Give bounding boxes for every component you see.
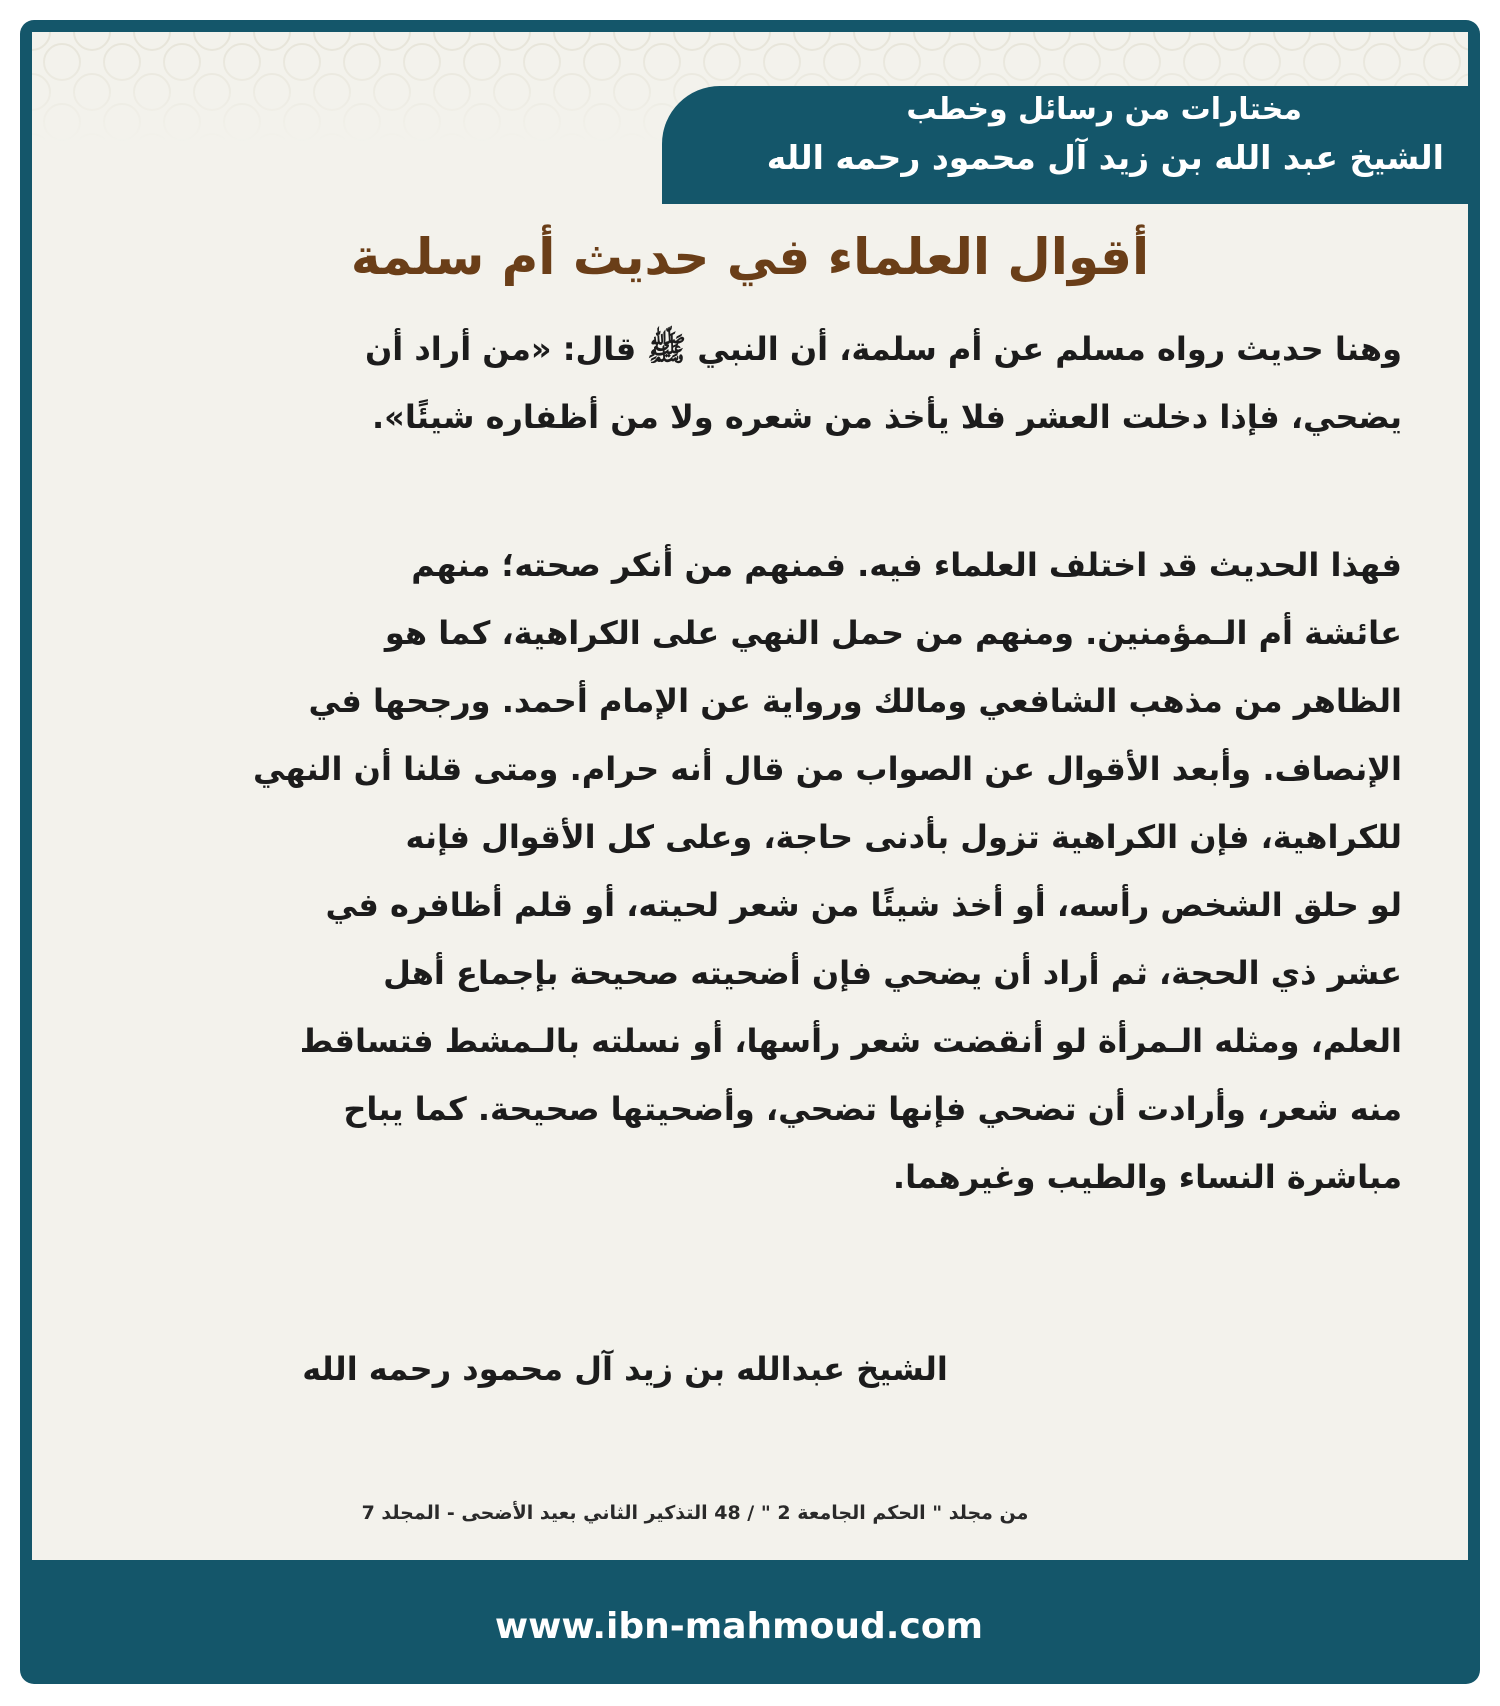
content-panel [32, 32, 1468, 1560]
signature-text: الشيخ عبدالله بن زيد آل محمود رحمه الله [302, 1350, 948, 1388]
header-series-title: مختارات من رسائل وخطب [906, 92, 1302, 127]
paragraph-line: لو حلق الشخص رأسه، أو أخذ شيئًا من شعر لحيته، أو قلم أظافره في [325, 886, 1402, 924]
paragraph-line: منه شعر، وأرادت أن تضحي فإنها تضحي، وأضحيتها صحيحة. كما يباح [343, 1090, 1402, 1128]
footer-bar [20, 1560, 1480, 1684]
paragraph-line: للكراهية، فإن الكراهية تزول بأدنى حاجة، وعلى كل الأقوال فإنه [405, 818, 1402, 856]
website-link[interactable]: www.ibn-mahmoud.com [494, 1605, 984, 1647]
paragraph-line: مباشرة النساء والطيب وغيرهما. [892, 1158, 1402, 1196]
paragraph-line: الإنصاف. وأبعد الأقوال عن الصواب من قال أنه حرام. ومتى قلنا أن النهي [252, 750, 1402, 788]
paragraph-line: الظاهر من مذهب الشافعي ومالك ورواية عن الإمام أحمد. ورجحها في [308, 682, 1402, 720]
source-text: من مجلد " الحكم الجامعة 2 " / 48 التذكير الثاني بعيد الأضحى - المجلد 7 [361, 1502, 1029, 1524]
paragraph-line: عشر ذي الحجة، ثم أراد أن يضحي فإن أضحيته صحيحة بإجماع أهل [383, 954, 1402, 992]
header-author-name: الشيخ عبد الله بن زيد آل محمود رحمه الله [766, 138, 1444, 177]
paragraph-line: وهنا حديث رواه مسلم عن أم سلمة، أن النبي ﷺ قال: «من أراد أن [364, 330, 1402, 368]
paragraph-line: العلم، ومثله الـمرأة لو أنقضت شعر رأسها، أو نسلته بالـمشط فتساقط [299, 1022, 1402, 1060]
signature [32, 1350, 1468, 1388]
paragraph-line: فهذا الحديث قد اختلف العلماء فيه. فمنهم من أنكر صحته؛ منهم [411, 546, 1402, 584]
source-reference [32, 1502, 1468, 1524]
article-title: أقوال العلماء في حديث أم سلمة [350, 228, 1150, 286]
paragraph-line: عائشة أم الـمؤمنين. ومنهم من حمل النهي على الكراهية، كما هو [384, 614, 1402, 652]
paragraph-line: يضحي، فإذا دخلت العشر فلا يأخذ من شعره ولا من أظفاره شيئًا». [372, 398, 1402, 436]
